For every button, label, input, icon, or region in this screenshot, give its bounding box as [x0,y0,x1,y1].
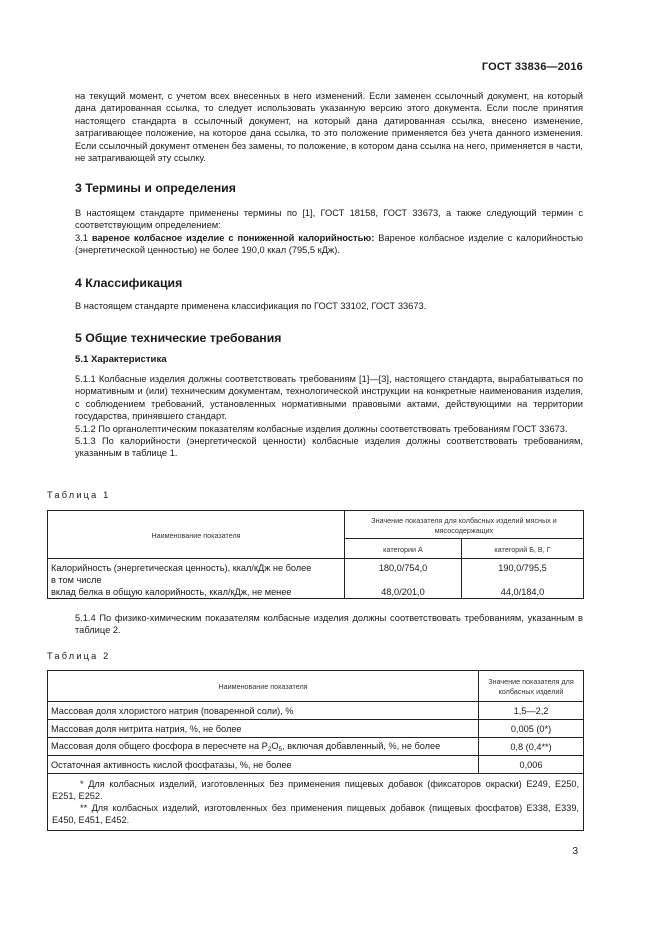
table-1-header-cat-bvg: категорий Б, В, Г [462,539,584,559]
footnote-2: ** Для колбасных изделий, изготовленных без применения пищевых добавок (пищевых фосфатов) Е338, Е339, Е450, Е451, Е452. [52,803,579,825]
table-2-cell-value: 0,006 [479,756,584,774]
table-2-caption: Таблица 2 [47,651,111,661]
paragraph-5-1-4: 5.1.4 По физико-химическим показателям колбасные изделия должны соответствовать требованиям, указанным в таблице 2. [75,613,583,636]
paragraph-5-1-1: 5.1.1 Колбасные изделия должны соответствовать требованиям [1]—[3], настоящего стандарта, вырабатываться по нормативным и (или) техническим документам, технологической инструкции на конкретные наименования изделия, с соблюдением требований, установленных нормативными правовыми актами, действующими на территории государства, принявшего стандарт. [75,374,583,422]
table-2-cell-label: Массовая доля нитрита натрия, %, не более [48,720,479,738]
table-1-header-name: Наименование показателя [48,511,345,559]
section-4-paragraph: В настоящем стандарте применена классификация по ГОСТ 33102, ГОСТ 33673. [75,301,427,311]
table-2-cell-value: 0,8 (0,4**) [479,738,584,756]
table-1 [47,510,584,599]
table-row [48,720,584,738]
table-2-cell-label: Массовая доля хлористого натрия (поваренной соли), % [48,702,479,720]
table-2-footnotes [48,774,584,831]
paragraph-5-1-2: 5.1.2 По органолептическим показателям колбасные изделия должны соответствовать требованиям ГОСТ 33673. [75,423,568,434]
table-1-row-labels: Калорийность (энергетическая ценность), ккал/кДж не более в том числе вклад белка в общую калорийность, ккал/кДж, не менее [48,559,345,599]
page-number: 3 [572,846,578,857]
table-row [48,756,584,774]
table-2-cell-value: 1,5—2,2 [479,702,584,720]
intro-paragraph: на текущий момент, с учетом всех внесенных в него изменений. Если заменен ссылочный документ, на который дана датированная ссылка, то следует использовать указанную версию этого документа. Если после принятия настоящего стандарта в ссылочный документ, на который дана датированная ссылка, внесено изменение, затрагивающее положение, на которое дана ссылка, то это положение применяется без учета данного изменения. Если ссылочный документ отменен без замены, то положение, в котором дана ссылка на него, применяется в части, не затрагивающей эту ссылку. [75,91,583,164]
term-3-1 [75,232,583,257]
section-5-body [75,373,583,460]
table-1-cat-a-values: 180,0/754,0 48,0/201,0 [345,559,462,599]
table-2-cell-label: Остаточная активность кислой фосфатазы, %, не более [48,756,479,774]
intro-block [75,90,583,164]
table-1-cat-bvg-values: 190,0/795,5 44,0/184,0 [462,559,584,599]
section-5-title: 5 Общие технические требования [75,331,282,345]
term-name: вареное колбасное изделие с пониженной калорийностью: [91,232,375,243]
section-3-body [75,207,583,257]
section-3-title: 3 Термины и определения [75,181,236,195]
footnote-1: * Для колбасных изделий, изготовленных без применения пищевых добавок (фиксаторов окраски) Е249, Е250, Е251, Е252. [52,779,579,801]
section-4-body [75,300,583,312]
table-2-cell-value: 0,005 (0*) [479,720,584,738]
subsection-5-1-title: 5.1 Характеристика [75,354,167,365]
document-id: ГОСТ 33836—2016 [481,61,583,73]
table-1-header-cat-a: категории А [345,539,462,559]
table-2-header-name: Наименование показателя [48,671,479,702]
section-3-paragraph: В настоящем стандарте применены термины по [1], ГОСТ 18158, ГОСТ 33673, а также следующий термин с соответствующим определением: [75,208,583,231]
term-number: 3.1 [75,232,88,243]
table-1-header-group: Значение показателя для колбасных изделий мясных и мясосодержащих [345,511,584,539]
table-2-footnotes-row [48,774,584,831]
term-definition: Вареное колбасное изделие с калорийностью (энергетической ценностью) не более 190,0 ккал (795,5 кДж). [75,232,583,256]
section-4-title: 4 Классификация [75,276,183,290]
table-2-cell-label: Массовая доля общего фосфора в пересчете на $P_2O_5$, включая добавленный, %, не более [48,738,479,756]
table-2 [47,670,584,831]
table-1-row [48,559,584,599]
table-row [48,702,584,720]
table-1-caption: Таблица 1 [47,490,111,500]
paragraph-5-1-4-block [75,612,583,637]
table-row [48,738,584,756]
table-2-header-value: Значение показателя для колбасных изделий [479,671,584,702]
paragraph-5-1-3: 5.1.3 По калорийности (энергетической ценности) колбасные изделия должны соответствовать требованиям, указанным в таблице 1. [75,436,583,459]
